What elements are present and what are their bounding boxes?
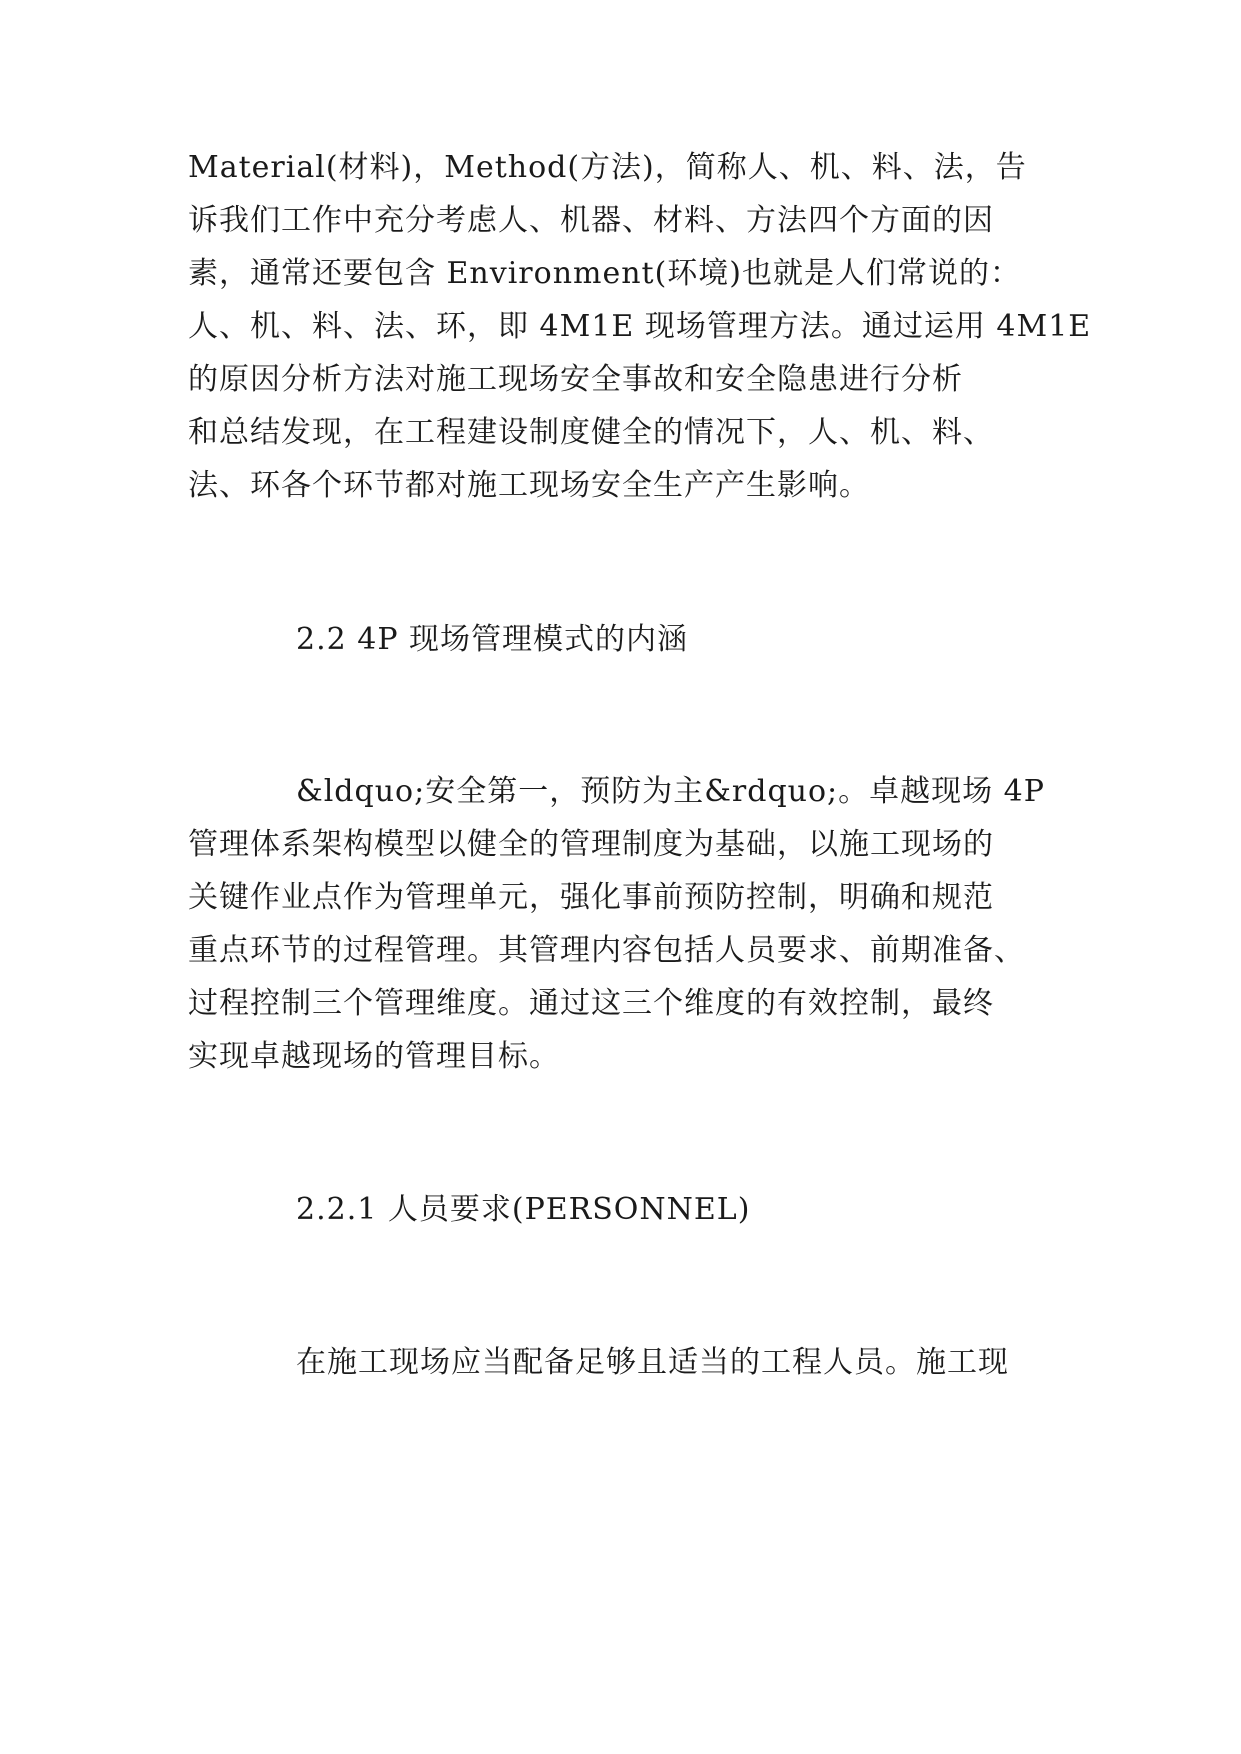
text-line: 素，通常还要包含 Environment(环境)也就是人们常说的： [188,256,1022,291]
text-line: &ldquo;安全第一，预防为主&rdquo;。卓越现场 4P [296,774,1045,809]
text-line: 关键作业点作为管理单元，强化事前预防控制，明确和规范 [188,880,994,915]
text-line: 过程控制三个管理维度。通过这三个维度的有效控制，最终 [188,986,994,1021]
text-line: 的原因分析方法对施工现场安全事故和安全隐患进行分析 [188,362,963,397]
text-line: 法、环各个环节都对施工现场安全生产产生影响。 [188,468,870,503]
text-line: 管理体系架构模型以健全的管理制度为基础，以施工现场的 [188,827,994,862]
text-line: 诉我们工作中充分考虑人、机器、材料、方法四个方面的因 [188,203,994,238]
text-line: 在施工现场应当配备足够且适当的工程人员。施工现 [296,1345,1009,1380]
text-line: Material(材料)，Method(方法)，简称人、机、料、法，告 [188,150,1027,185]
section-heading-2-2-1: 2.2.1 人员要求(PERSONNEL) [296,1192,751,1227]
text-line: 重点环节的过程管理。其管理内容包括人员要求、前期准备、 [188,933,1025,968]
text-line: 实现卓越现场的管理目标。 [188,1039,560,1074]
text-line: 和总结发现，在工程建设制度健全的情况下，人、机、料、 [188,415,994,450]
section-heading-2-2: 2.2 4P 现场管理模式的内涵 [296,622,689,657]
text-line: 人、机、料、法、环，即 4M1E 现场管理方法。通过运用 4M1E [188,309,1092,344]
